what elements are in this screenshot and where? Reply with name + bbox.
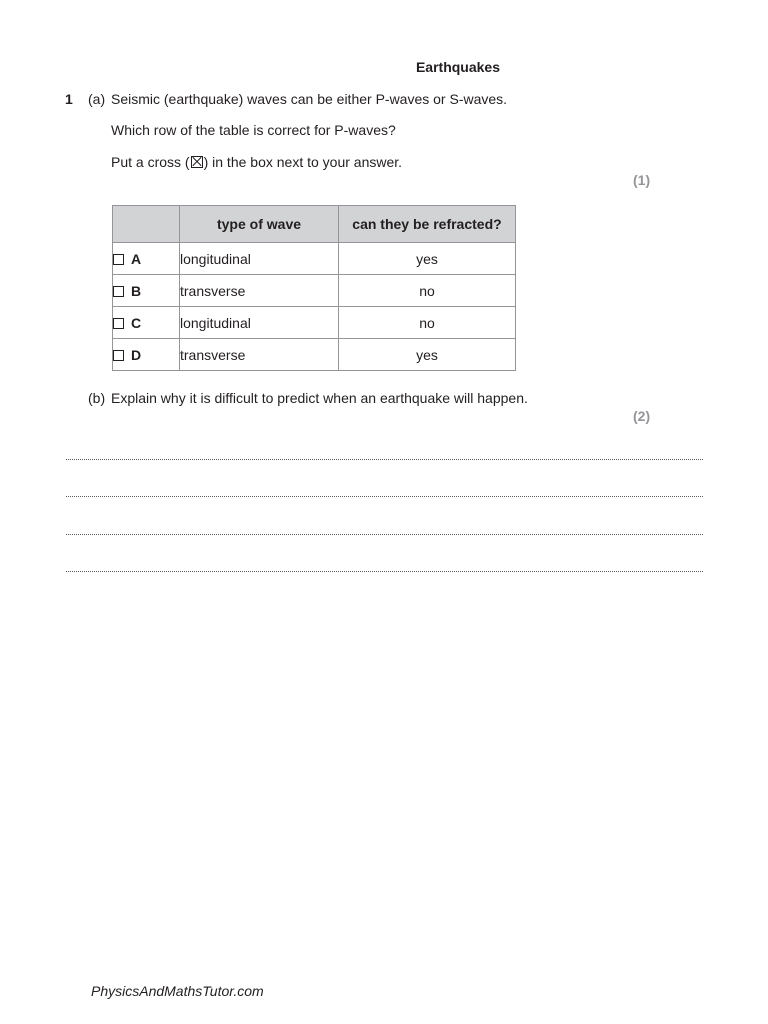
footer-watermark: PhysicsAndMathsTutor.com xyxy=(91,983,264,999)
option-label: A xyxy=(131,250,142,267)
answer-checkbox-c[interactable] xyxy=(113,318,124,329)
part-a-line1: Seismic (earthquake) waves can be either P-waves or S-waves. xyxy=(111,91,508,107)
table-header-type: type of wave xyxy=(180,206,339,243)
answer-table xyxy=(112,205,516,371)
part-b-label: (b) xyxy=(88,390,106,406)
answer-line[interactable] xyxy=(66,571,703,572)
instruction-before: Put a cross ( xyxy=(111,154,190,170)
option-cell-d xyxy=(113,339,180,371)
question-number: 1 xyxy=(65,91,73,107)
refracted-cell: yes xyxy=(339,339,516,371)
answer-checkbox-b[interactable] xyxy=(113,286,124,297)
table-row xyxy=(113,339,516,371)
table-header-row xyxy=(113,206,516,243)
table-row xyxy=(113,275,516,307)
option-cell-a xyxy=(113,243,180,275)
type-cell: transverse xyxy=(180,275,339,307)
instruction-after: ) in the box next to your answer. xyxy=(203,154,403,170)
part-b-text: Explain why it is difficult to predict when an earthquake will happen. xyxy=(111,390,528,406)
option-label: D xyxy=(131,346,142,363)
answer-line[interactable] xyxy=(66,496,703,497)
answer-checkbox-d[interactable] xyxy=(113,350,124,361)
option-cell-c xyxy=(113,307,180,339)
refracted-cell: yes xyxy=(339,243,516,275)
part-a-line2: Which row of the table is correct for P-waves? xyxy=(111,122,396,138)
table-row xyxy=(113,307,516,339)
page-title: Earthquakes xyxy=(415,59,501,75)
crossed-box-icon xyxy=(191,156,203,168)
answer-line[interactable] xyxy=(66,534,703,535)
part-b-marks: (2) xyxy=(633,408,651,424)
answer-checkbox-a[interactable] xyxy=(113,254,124,265)
refracted-cell: no xyxy=(339,307,516,339)
answer-line[interactable] xyxy=(66,459,703,460)
part-a-instruction xyxy=(111,154,402,170)
part-a-marks: (1) xyxy=(633,172,651,188)
type-cell: longitudinal xyxy=(180,307,339,339)
part-a-label: (a) xyxy=(88,91,106,107)
table-row xyxy=(113,243,516,275)
option-label: C xyxy=(131,314,142,331)
option-label: B xyxy=(131,282,142,299)
refracted-cell: no xyxy=(339,275,516,307)
type-cell: transverse xyxy=(180,339,339,371)
table-header-empty xyxy=(113,206,180,243)
table-header-refracted: can they be refracted? xyxy=(339,206,516,243)
option-cell-b xyxy=(113,275,180,307)
type-cell: longitudinal xyxy=(180,243,339,275)
